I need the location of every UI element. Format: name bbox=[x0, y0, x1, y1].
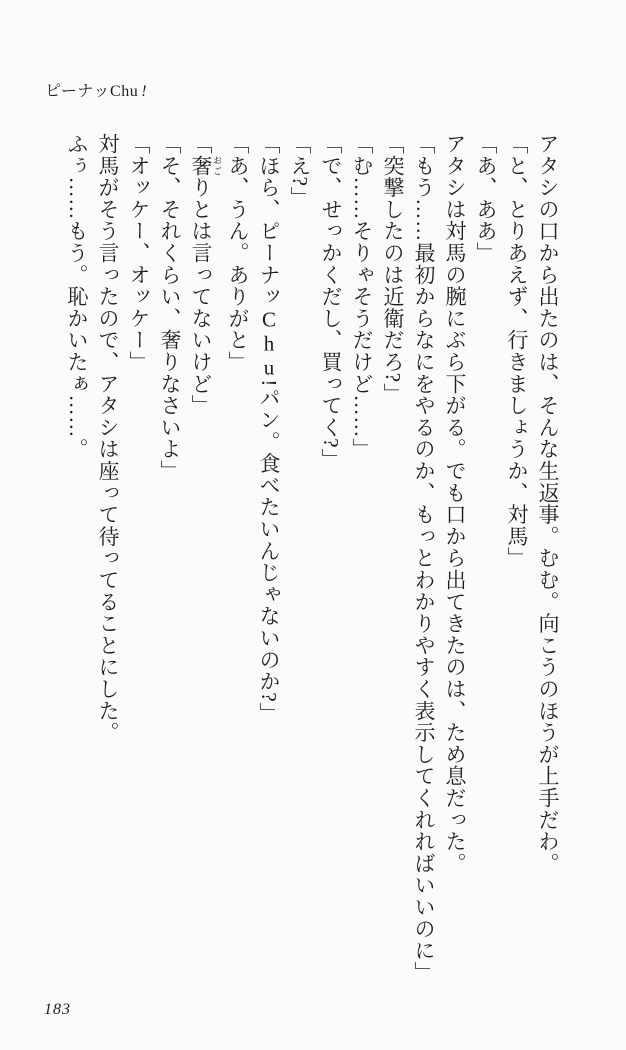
text-line-16: ふぅ……もう。恥かいたぁ……。 bbox=[65, 133, 89, 460]
text-line-7: 「む……そりゃそうだけど……」 bbox=[350, 133, 374, 460]
header-exclamation: ! bbox=[141, 83, 148, 100]
header-title: ピーナッChu bbox=[45, 83, 139, 100]
text-line-9: 「え?」 bbox=[288, 133, 312, 209]
text-line-8: 「で、せっかくだし、買ってく?」 bbox=[319, 133, 343, 471]
text-block bbox=[61, 133, 563, 1017]
text-line-11: 「あ、うん。ありがと」 bbox=[226, 133, 250, 373]
text-line-10: 「ほら、ピーナッChu!パン。食べたいんじゃないのか?」 bbox=[257, 133, 281, 725]
text-line-6: 「突撃したのは近衛だろ?」 bbox=[381, 133, 405, 405]
text-line-15: 対馬がそう言ったので、アタシは座って待ってることにした。 bbox=[96, 133, 120, 744]
running-header bbox=[45, 78, 147, 101]
text-line-13: 「そ、それくらい、奢りなさいよ」 bbox=[158, 133, 182, 482]
page-number: 183 bbox=[44, 1001, 71, 1018]
text-line-4: アタシは対馬の腕にぶら下がる。でも口から出てきたのは、ため息だった。 bbox=[443, 133, 467, 875]
text-line-14: 「オッケー、オッケー」 bbox=[127, 133, 151, 373]
text-line-2: 「と、とりあえず、行きましょうか、対馬」 bbox=[505, 133, 529, 569]
text-line-5: 「もう……最初からなにをやるのか、もっとわかりやすく表示してくれればいいのに」 bbox=[412, 133, 436, 984]
text-line-3: 「あ、ああ」 bbox=[474, 133, 498, 264]
text-line-12: 「奢 おごりとは言ってないけど」 bbox=[189, 133, 222, 417]
text-line-1: アタシの口から出たのは、そんな生返事。むむ。向こうのほうが上手だわ。 bbox=[536, 133, 560, 875]
